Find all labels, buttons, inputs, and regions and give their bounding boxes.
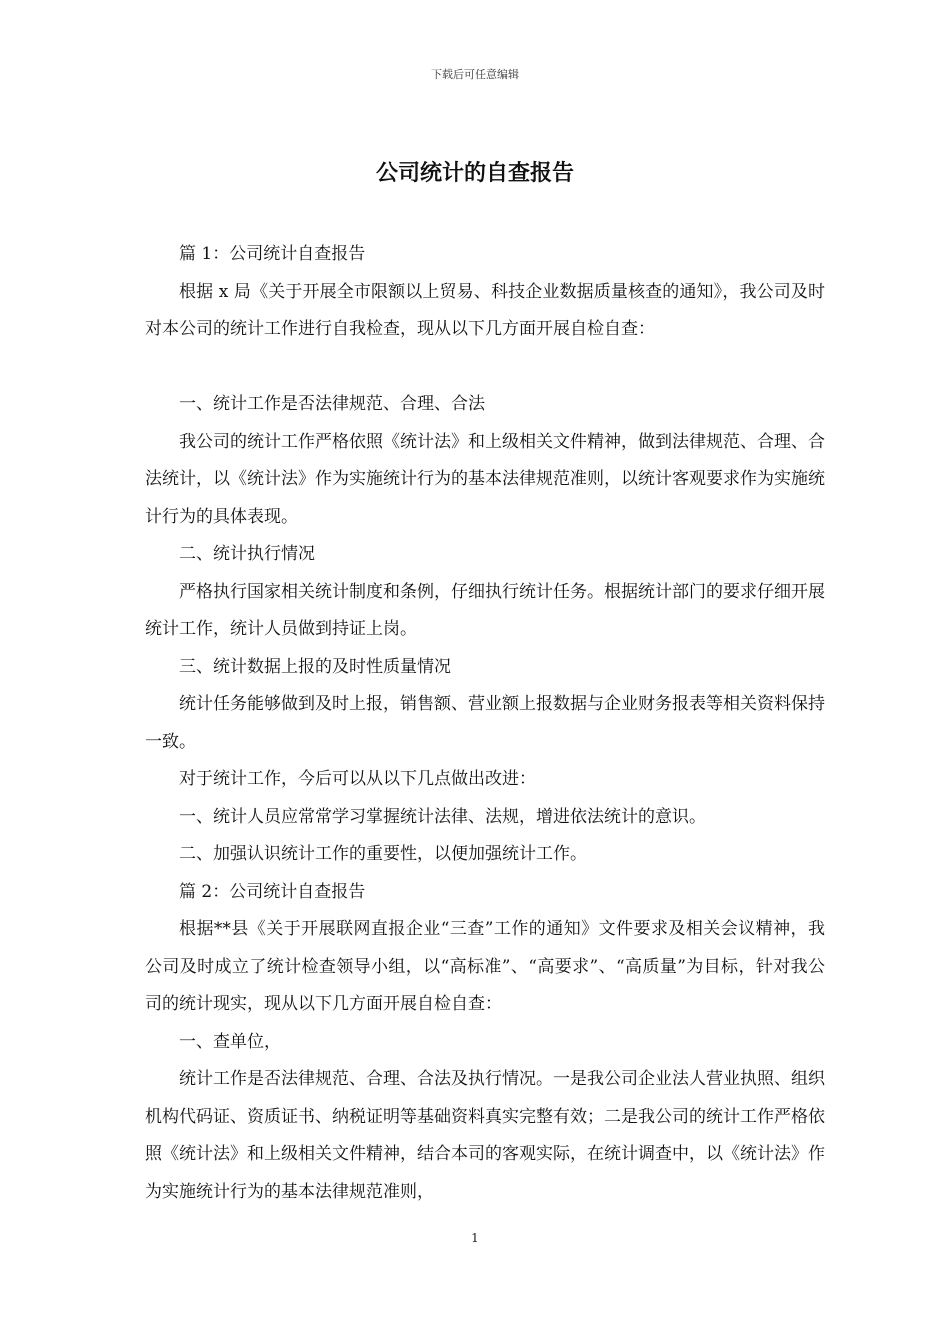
- section-heading: 三、统计数据上报的及时性质量情况: [179, 656, 451, 677]
- paragraph: 根据 x 局《关于开展全市限额以上贸易、科技企业数据质量核查的通知》，我公司及时对本公司的统计工作进行自我检查，现从以下几方面开展自检自查：: [145, 281, 825, 339]
- document-title: 公司统计的自查报告: [375, 161, 574, 186]
- section-heading: 一、统计工作是否法律规范、合理、合法: [179, 394, 485, 414]
- paragraph: 严格执行国家相关统计制度和条例，仔细执行统计任务。根据统计部门的要求仔细开展统计工作，统计人员做到持证上岗。: [145, 581, 825, 639]
- paragraph: 统计工作是否法律规范、合理、合法及执行情况。一是我公司企业法人营业执照、组织机构代码证、资质证书、纳税证明等基础资料真实完整有效；二是我公司的统计工作严格依照《统计法》和上级相关文件精神，结合本司的客观实际，在统计调查中，以《统计法》作为实施统计行为的基本法律规范准则，: [145, 1069, 825, 1202]
- document-body: [145, 236, 825, 1211]
- list-item: 二、加强认识统计工作的重要性，以便加强统计工作。: [179, 844, 587, 864]
- section-heading: 篇 2：公司统计自查报告: [179, 881, 366, 902]
- paragraph: 我公司的统计工作严格依照《统计法》和上级相关文件精神，做到法律规范、合理、合法统计，以《统计法》作为实施统计行为的基本法律规范准则，以统计客观要求作为实施统计行为的具体表现。: [145, 431, 825, 527]
- page-number: 1: [471, 1231, 479, 1245]
- paragraph: 根据**县《关于开展联网直报企业“三查”工作的通知》文件要求及相关会议精神，我公司及时成立了统计检查领导小组，以“高标准”、“高要求”、“高质量”为目标，针对我公司的统计现实，现从以下几方面开展自检自查：: [145, 919, 825, 1014]
- list-item: 一、统计人员应常常学习掌握统计法律、法规，增进依法统计的意识。: [179, 806, 706, 827]
- page-header: 下载后可任意编辑: [431, 68, 519, 81]
- paragraph: 统计任务能够做到及时上报，销售额、营业额上报数据与企业财务报表等相关资料保持一致。: [145, 694, 825, 752]
- paragraph: 对于统计工作，今后可以从以下几点做出改进：: [179, 769, 536, 789]
- blank-line: [145, 349, 825, 387]
- section-heading: 篇 1：公司统计自查报告: [179, 244, 366, 264]
- section-heading: 二、统计执行情况: [179, 544, 315, 564]
- section-heading: 一、查单位，: [179, 1031, 281, 1052]
